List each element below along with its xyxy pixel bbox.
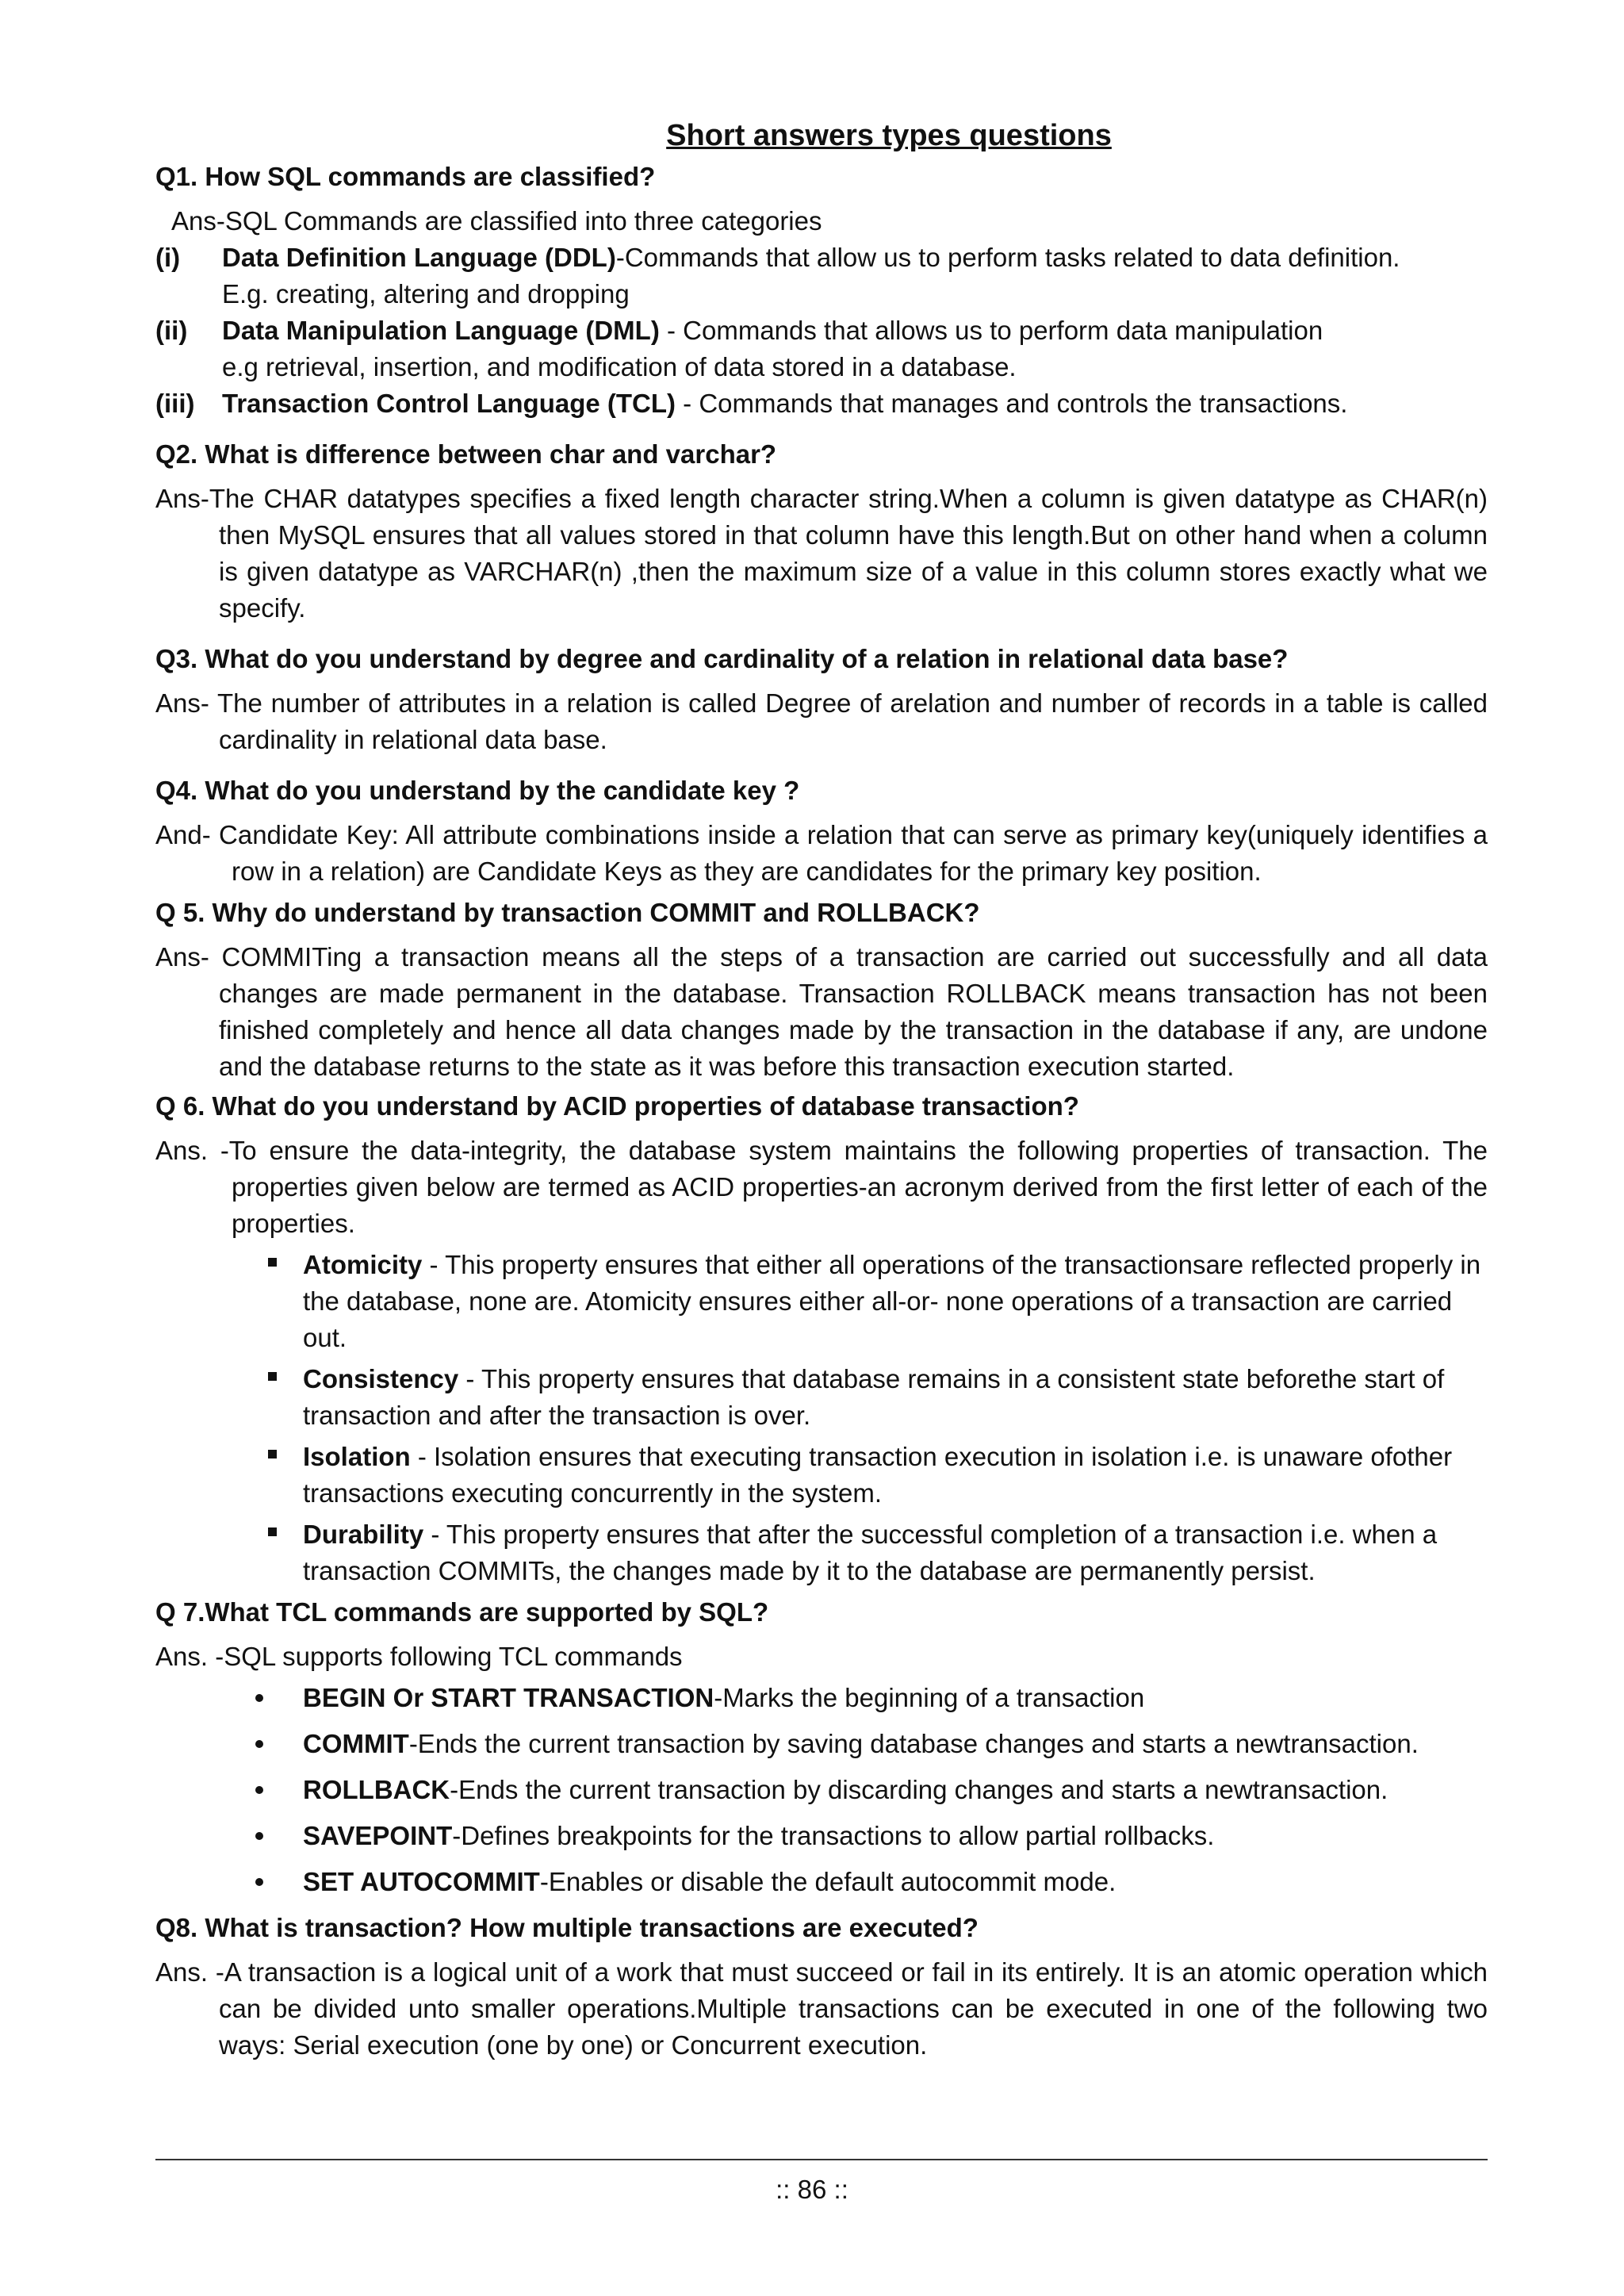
property-term: Isolation xyxy=(303,1442,411,1471)
answer-4: And- Candidate Key: All attribute combinations inside a relation that can serve as primary key(uniquely identifies a row in a relation) are Candidate Keys as they are candidates for the primary key position. xyxy=(155,820,1488,886)
answer-1-intro: Ans-SQL Commands are classified into three categories xyxy=(171,206,822,236)
category-number: (ii) xyxy=(155,316,188,345)
square-bullet-icon xyxy=(268,1527,277,1536)
category-subtext: E.g. creating, altering and dropping xyxy=(222,279,630,309)
question-3: Q3. What do you understand by degree and cardinality of a relation in relational data base? xyxy=(155,644,1289,673)
property-term: Atomicity xyxy=(303,1250,423,1279)
list-item xyxy=(268,1516,1488,1589)
question-5: Q 5. Why do understand by transaction COMMIT and ROLLBACK? xyxy=(155,898,980,927)
page-title: Short answers types questions xyxy=(666,119,1112,152)
list-item xyxy=(268,1439,1488,1512)
category-number: (iii) xyxy=(155,389,195,418)
property-term: Durability xyxy=(303,1520,424,1549)
command-text: -Enables or disable the default autocommit mode. xyxy=(539,1867,1116,1896)
list-item xyxy=(268,1361,1488,1434)
command-text: -Marks the beginning of a transaction xyxy=(714,1683,1145,1712)
bullet-icon xyxy=(255,1740,263,1748)
answer-8: Ans. -A transaction is a logical unit of a work that must succeed or fail in its entirely. It is an atomic operation which can be divided unto smaller operations.Multiple transactions can be executed in one of the following two ways: Serial execution (one by one) or Concurrent execution. xyxy=(155,1957,1488,2060)
bullet-icon xyxy=(255,1878,263,1886)
command-term: SET AUTOCOMMIT xyxy=(303,1867,540,1896)
bullet-icon xyxy=(255,1832,263,1840)
category-text: - Commands that manages and controls the transactions. xyxy=(676,389,1348,418)
answer-5: Ans- COMMITing a transaction means all the steps of a transaction are carried out successfully and all data changes are made permanent in the database. Transaction ROLLBACK means transaction has not been finished completely and hence all data changes made by the transaction in the database if any, are undone and the database returns to the state as it was before this transaction execution started. xyxy=(155,942,1488,1081)
category-number: (i) xyxy=(155,243,181,272)
category-item xyxy=(155,312,1488,349)
property-text: - This property ensures that either all operations of the transactionsare reflected properly in the database, none are. Atomicity ensures either all-or- none operations of a transaction are carried out. xyxy=(303,1250,1481,1352)
question-1: Q1. How SQL commands are classified? xyxy=(155,162,656,191)
command-term: SAVEPOINT xyxy=(303,1821,453,1850)
list-item xyxy=(268,1247,1488,1356)
bullet-icon xyxy=(255,1694,263,1702)
list-item xyxy=(255,1726,1488,1762)
property-text: - This property ensures that after the successful completion of a transaction i.e. when a transaction COMMITs, the changes made by it to the database are permanently persist. xyxy=(303,1520,1438,1585)
answer-6: Ans. -To ensure the data-integrity, the database system maintains the following properties of transaction. The properties given below are termed as ACID properties-an acronym derived from the first letter of each of the properties. xyxy=(155,1136,1488,1238)
property-term: Consistency xyxy=(303,1364,459,1393)
category-subtext: e.g retrieval, insertion, and modification of data stored in a database. xyxy=(222,352,1017,381)
square-bullet-icon xyxy=(268,1372,277,1381)
footer-divider xyxy=(155,2159,1488,2160)
question-7: Q 7.What TCL commands are supported by SQL? xyxy=(155,1597,769,1627)
property-text: - This property ensures that database remains in a consistent state beforethe start of transaction and after the transaction is over. xyxy=(303,1364,1445,1430)
answer-3: Ans- The number of attributes in a relation is called Degree of arelation and number of records in a table is called cardinality in relational data base. xyxy=(155,688,1488,754)
category-text: -Commands that allow us to perform tasks related to data definition. xyxy=(615,243,1400,272)
list-item xyxy=(255,1680,1488,1716)
list-item xyxy=(255,1864,1488,1900)
category-text: - Commands that allows us to perform data manipulation xyxy=(659,316,1323,345)
command-term: ROLLBACK xyxy=(303,1775,450,1804)
category-term: Transaction Control Language (TCL) xyxy=(222,389,676,418)
acid-property-list xyxy=(155,1247,1488,1589)
question-8: Q8. What is transaction? How multiple transactions are executed? xyxy=(155,1913,979,1942)
square-bullet-icon xyxy=(268,1258,277,1267)
command-term: BEGIN Or START TRANSACTION xyxy=(303,1683,714,1712)
document-page xyxy=(155,117,1488,2064)
answer-7-intro: Ans. -SQL supports following TCL commands xyxy=(155,1642,683,1671)
page-number: :: 86 :: xyxy=(776,2175,848,2204)
category-term: Data Definition Language (DDL) xyxy=(222,243,616,272)
answer-2: Ans-The CHAR datatypes specifies a fixed length character string.When a column is given datatype as CHAR(n) then MySQL ensures that all values stored in that column have this length.But on other hand when a column is given datatype as VARCHAR(n) ,then the maximum size of a value in this column stores exactly what we specify. xyxy=(155,484,1488,623)
command-text: -Ends the current transaction by saving database changes and starts a newtransaction. xyxy=(408,1729,1419,1758)
tcl-command-list xyxy=(155,1680,1488,1900)
square-bullet-icon xyxy=(268,1450,277,1458)
question-2: Q2. What is difference between char and varchar? xyxy=(155,439,777,469)
list-item xyxy=(255,1772,1488,1808)
question-6: Q 6. What do you understand by ACID properties of database transaction? xyxy=(155,1091,1079,1121)
list-item xyxy=(255,1818,1488,1854)
command-text: -Ends the current transaction by discarding changes and starts a newtransaction. xyxy=(450,1775,1388,1804)
command-term: COMMIT xyxy=(303,1729,409,1758)
bullet-icon xyxy=(255,1786,263,1794)
property-text: - Isolation ensures that executing transaction execution in isolation i.e. is unaware ofother transactions executing concurrently in the system. xyxy=(303,1442,1453,1508)
category-term: Data Manipulation Language (DML) xyxy=(222,316,660,345)
category-item xyxy=(155,385,1488,422)
category-item xyxy=(155,240,1488,276)
command-text: -Defines breakpoints for the transactions to allow partial rollbacks. xyxy=(452,1821,1215,1850)
question-4: Q4. What do you understand by the candidate key ? xyxy=(155,776,800,805)
